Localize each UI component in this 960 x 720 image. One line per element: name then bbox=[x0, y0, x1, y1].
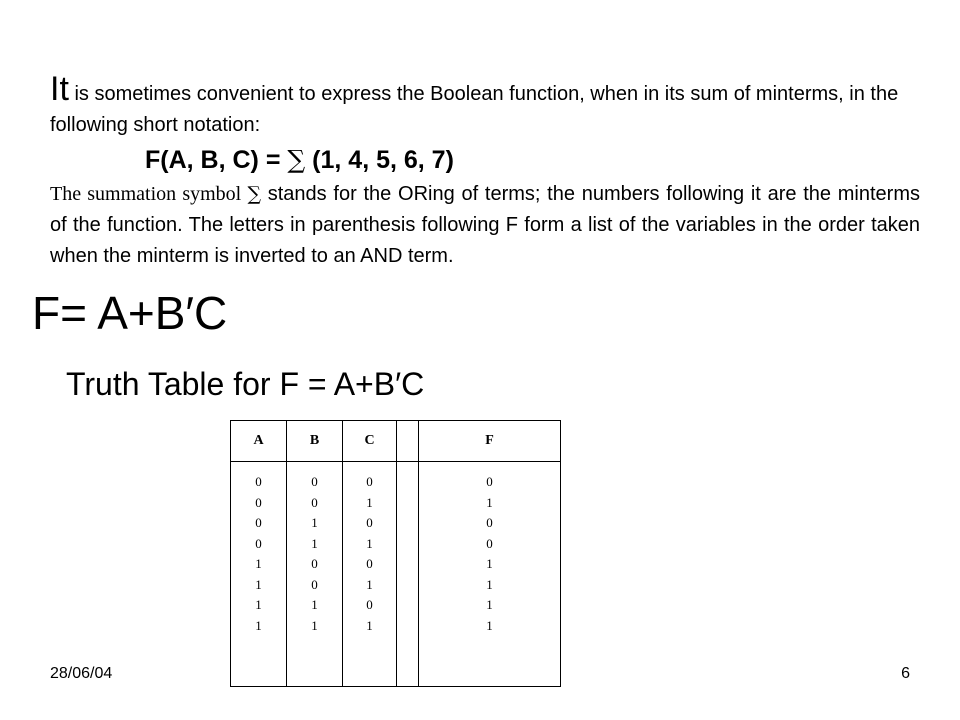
f-value: 0 bbox=[486, 535, 493, 551]
b-value: 1 bbox=[311, 617, 318, 633]
footer-date: 28/06/04 bbox=[50, 665, 113, 682]
a-value: 1 bbox=[255, 576, 262, 592]
column-f-values bbox=[419, 462, 561, 687]
explanation-lead: The summation symbol bbox=[50, 183, 248, 205]
c-value: 1 bbox=[366, 576, 373, 592]
b-value: 1 bbox=[311, 515, 318, 530]
sum-of-minterms-formula bbox=[50, 141, 920, 179]
b-value: 0 bbox=[311, 556, 318, 571]
column-b-values bbox=[287, 462, 343, 687]
a-value: 0 bbox=[255, 494, 262, 510]
column-c-values bbox=[343, 462, 397, 687]
main-equation: F= A+B′C bbox=[32, 287, 228, 339]
header-a: A bbox=[231, 421, 287, 462]
b-value: 0 bbox=[311, 576, 318, 592]
a-value: 0 bbox=[255, 535, 262, 551]
c-value: 1 bbox=[366, 535, 373, 551]
f-value: 1 bbox=[486, 494, 493, 510]
f-value: 0 bbox=[486, 474, 493, 489]
header-c: C bbox=[343, 421, 397, 462]
a-value: 0 bbox=[255, 474, 262, 489]
b-value: 0 bbox=[311, 494, 318, 510]
f-value: 1 bbox=[486, 617, 493, 633]
header-f: F bbox=[419, 421, 561, 462]
c-value: 0 bbox=[366, 597, 373, 612]
f-value: 1 bbox=[486, 576, 493, 592]
a-value: 0 bbox=[255, 515, 262, 530]
header-spacer bbox=[397, 421, 419, 462]
sigma-small-icon: ∑ bbox=[247, 183, 262, 205]
explanation-rest: stands for the ORing of terms; the numbers following it are the minterms of the function. The letters in parenthesis following F form a list of the variables in the order taken when the minterm is inverted to an AND term. bbox=[50, 183, 920, 267]
footer-page-number: 6 bbox=[901, 665, 910, 682]
spacer-column bbox=[397, 462, 419, 687]
c-value: 0 bbox=[366, 515, 373, 530]
column-a-values bbox=[231, 462, 287, 687]
a-value: 1 bbox=[255, 597, 262, 612]
sigma-icon: ∑ bbox=[287, 145, 306, 174]
f-value: 0 bbox=[486, 515, 493, 530]
c-value: 0 bbox=[366, 556, 373, 571]
c-value: 0 bbox=[366, 474, 373, 489]
truth-table bbox=[230, 420, 561, 687]
header-b: B bbox=[287, 421, 343, 462]
formula-left: F(A, B, C) = bbox=[145, 146, 288, 174]
f-value: 1 bbox=[486, 597, 493, 612]
a-value: 1 bbox=[255, 556, 262, 571]
b-value: 0 bbox=[311, 474, 318, 489]
intro-text: is sometimes convenient to express the Boolean function, when in its sum of minterms, in the following short notation: bbox=[50, 83, 899, 136]
intro-first-word: It bbox=[50, 70, 69, 108]
truth-table-body-row bbox=[231, 462, 561, 687]
c-value: 1 bbox=[366, 494, 373, 510]
truth-table-title: Truth Table for F = A+B′C bbox=[66, 366, 425, 402]
intro-paragraph bbox=[50, 70, 920, 272]
a-value: 1 bbox=[255, 617, 262, 633]
c-value: 1 bbox=[366, 617, 373, 633]
truth-table-header-row bbox=[231, 421, 561, 462]
b-value: 1 bbox=[311, 597, 318, 612]
explanation-paragraph bbox=[50, 179, 920, 272]
b-value: 1 bbox=[311, 535, 318, 551]
formula-right: (1, 4, 5, 6, 7) bbox=[305, 146, 454, 174]
f-value: 1 bbox=[486, 556, 493, 571]
